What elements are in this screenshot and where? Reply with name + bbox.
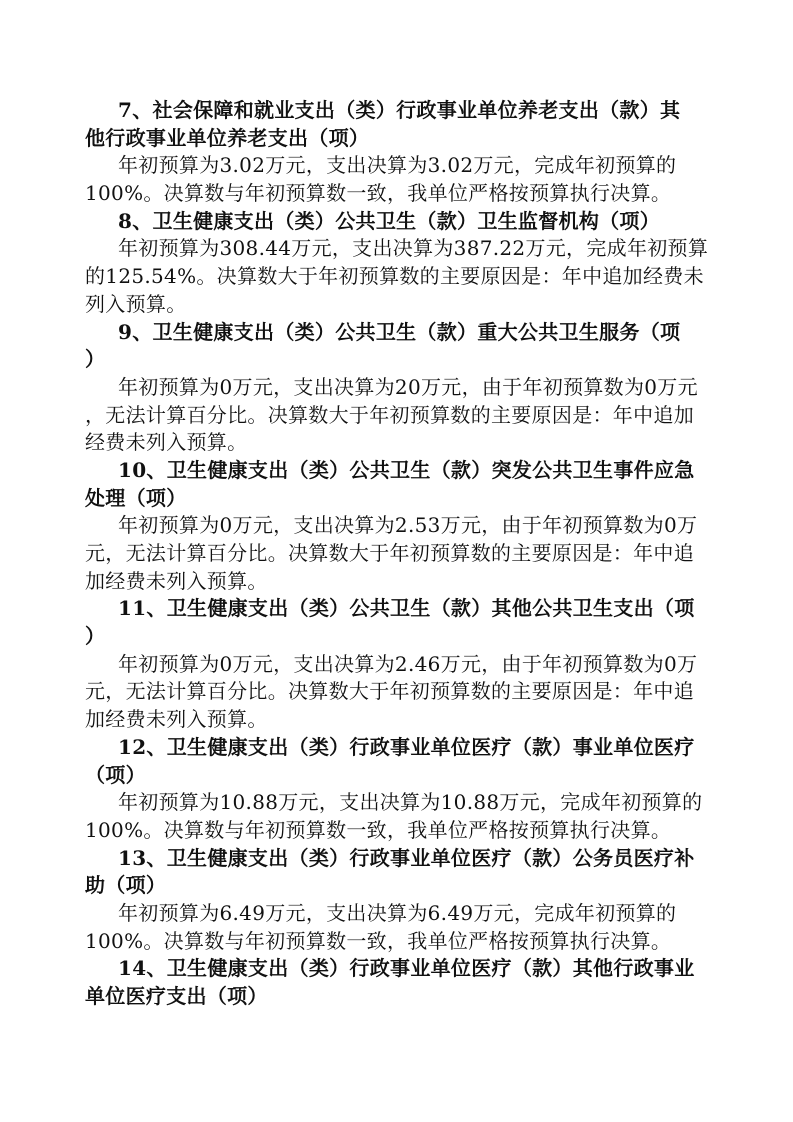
section-heading-line: 13、卫生健康支出（类）行政事业单位医疗（款）公务员医疗补 [118,845,695,870]
body-text-line: 年初预算为3.02万元，支出决算为3.02万元，完成年初预算的 [118,153,677,178]
body-text-line: ，无法计算百分比。决算数大于年初预算数的主要原因是：年中追加 [85,402,694,427]
body-text-line: 年初预算为0万元，支出决算为2.53万元，由于年初预算数为0万 [118,513,698,538]
body-text-line: 年初预算为10.88万元，支出决算为10.88万元，完成年初预算的 [118,790,703,815]
section-heading-line: 14、卫生健康支出（类）行政事业单位医疗（款）其他行政事业 [118,956,695,981]
body-text-line: 经费未列入预算。 [85,430,248,455]
body-text-line: 元，无法计算百分比。决算数大于年初预算数的主要原因是：年中追 [85,541,694,565]
section-heading-line: ） [85,624,106,649]
section-heading-line: ） [85,347,106,372]
section-heading-line: （项） [85,762,146,787]
body-text-line: 加经费未列入预算。 [85,707,268,732]
body-text-line: 年初预算为0万元，支出决算为20万元，由于年初预算数为0万元 [118,374,698,399]
body-text-line: 列入预算。 [85,291,187,316]
section-heading-line: 助（项） [85,873,167,898]
section-heading-line: 处理（项） [85,485,187,510]
section-heading-line: 单位医疗支出（项） [85,984,268,1008]
section-heading-line: 9、卫生健康支出（类）公共卫生（款）重大公共卫生服务（项 [118,319,681,344]
body-text-line: 年初预算为308.44万元，支出决算为387.22万元，完成年初预算 [118,236,709,261]
body-text-line: 加经费未列入预算。 [85,568,268,593]
body-text-line: 年初预算为0万元，支出决算为2.46万元，由于年初预算数为0万 [118,651,698,676]
section-heading-line: 10、卫生健康支出（类）公共卫生（款）突发公共卫生事件应急 [118,457,695,482]
document-page [0,97,793,1011]
section-heading-line: 12、卫生健康支出（类）行政事业单位医疗（款）事业单位医疗 [118,734,695,759]
body-text-line: 的125.54%。决算数大于年初预算数的主要原因是：年中追加经费未 [85,264,704,289]
body-text-line: 元，无法计算百分比。决算数大于年初预算数的主要原因是：年中追 [85,679,694,704]
section-heading-line: 他行政事业单位养老支出（项） [85,125,370,150]
section-heading-line: 8、卫生健康支出（类）公共卫生（款）卫生监督机构（项） [118,208,661,233]
section-heading-line: 11、卫生健康支出（类）公共卫生（款）其他公共卫生支出（项 [118,596,695,621]
body-text-line: 100%。决算数与年初预算数一致，我单位严格按预算执行决算。 [85,928,672,953]
body-text-line: 100%。决算数与年初预算数一致，我单位严格按预算执行决算。 [85,817,672,842]
section-heading-line: 7、社会保障和就业支出（类）行政事业单位养老支出（款）其 [118,98,681,122]
body-text-line: 100%。决算数与年初预算数一致，我单位严格按预算执行决算。 [85,181,672,206]
body-text-line: 年初预算为6.49万元，支出决算为6.49万元，完成年初预算的 [118,900,677,925]
